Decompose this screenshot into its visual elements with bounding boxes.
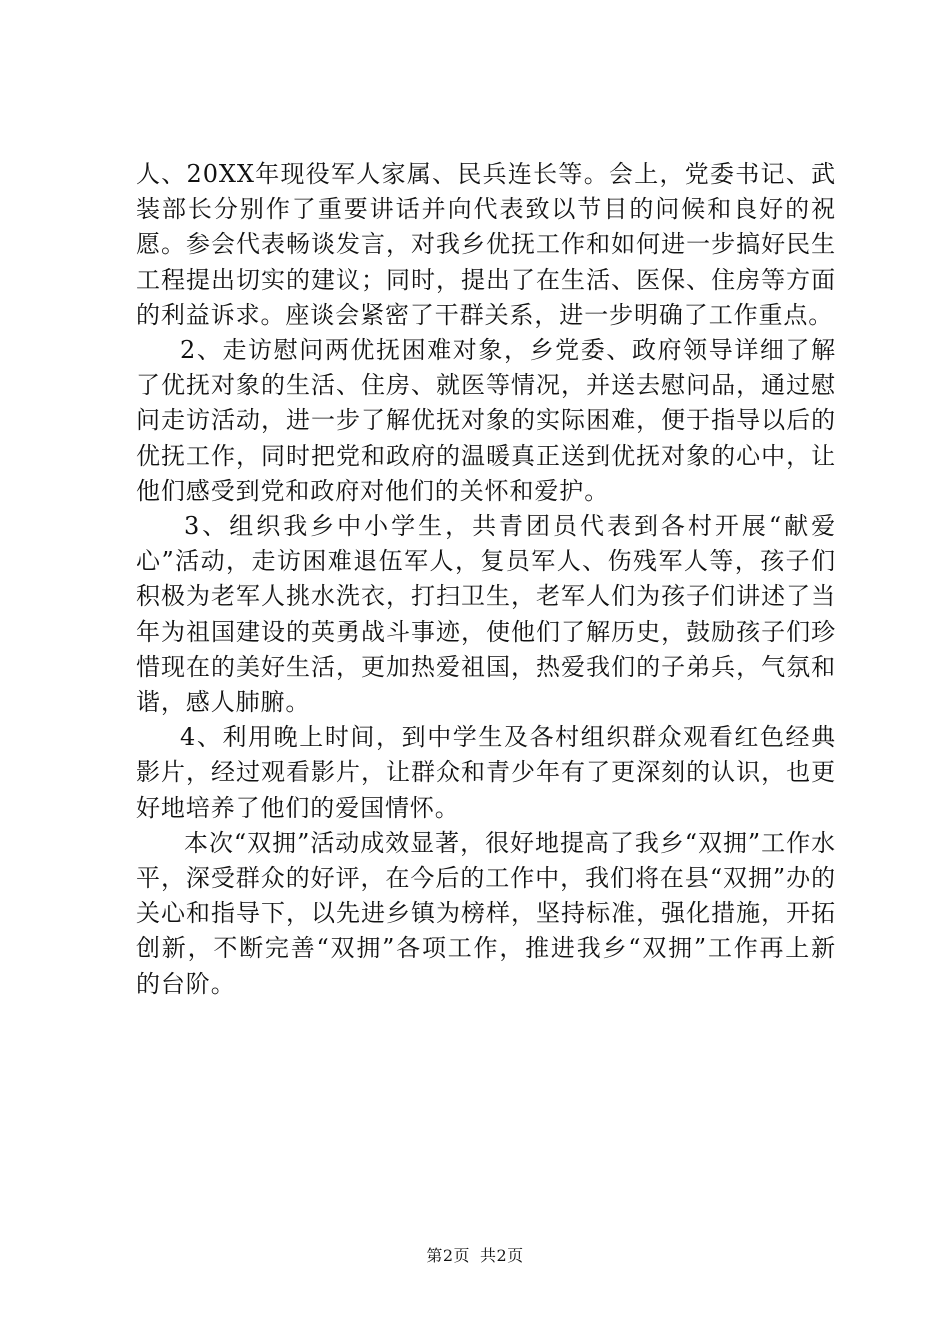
paragraph-item-4: 4、利用晚上时间，到中学生及各村组织群众观看红色经典影片，经过观看影片，让群众和青少年有了更深刻的认识，也更好地培养了他们的爱国情怀。 <box>136 723 836 822</box>
page-number-total: 共2页 <box>480 1246 524 1265</box>
page-number-current: 第2页 <box>426 1246 470 1265</box>
paragraph-item-2: 2、走访慰问两优抚困难对象，乡党委、政府领导详细了解了优抚对象的生活、住房、就医等情况，并送去慰问品，通过慰问走访活动，进一步了解优抚对象的实际困难，便于指导以后的优抚工作，同时把党和政府的温暖真正送到优抚对象的心中，让他们感受到党和政府对他们的关怀和爱护。 <box>136 336 836 505</box>
paragraph-continuation: 人、20XX年现役军人家属、民兵连长等。会上，党委书记、武装部长分别作了重要讲话并向代表致以节目的问候和良好的祝愿。参会代表畅谈发言，对我乡优抚工作和如何进一步搞好民生工程提出切实的建议；同时，提出了在生活、医保、住房等方面的利益诉求。座谈会紧密了干群关系，进一步明确了工作重点。 <box>136 160 836 329</box>
paragraph-item-3: 3、组织我乡中小学生，共青团员代表到各村开展“献爱心”活动，走访困难退伍军人，复员军人、伤残军人等，孩子们积极为老军人挑水洗衣，打扫卫生，老军人们为孩子们讲述了当年为祖国建设的英勇战斗事迹，使他们了解历史，鼓励孩子们珍惜现在的美好生活，更加热爱祖国，热爱我们的子弟兵，气氛和谐，感人肺腑。 <box>136 512 836 717</box>
page-footer <box>0 1243 950 1266</box>
paragraph-summary: 本次“双拥”活动成效显著，很好地提高了我乡“双拥”工作水平，深受群众的好评，在今后的工作中，我们将在县“双拥”办的关心和指导下，以先进乡镇为榜样，坚持标准，强化措施，开拓创新，不断完善“双拥”各项工作，推进我乡“双拥”工作再上新的台阶。 <box>136 828 836 998</box>
document-body <box>136 157 836 1002</box>
